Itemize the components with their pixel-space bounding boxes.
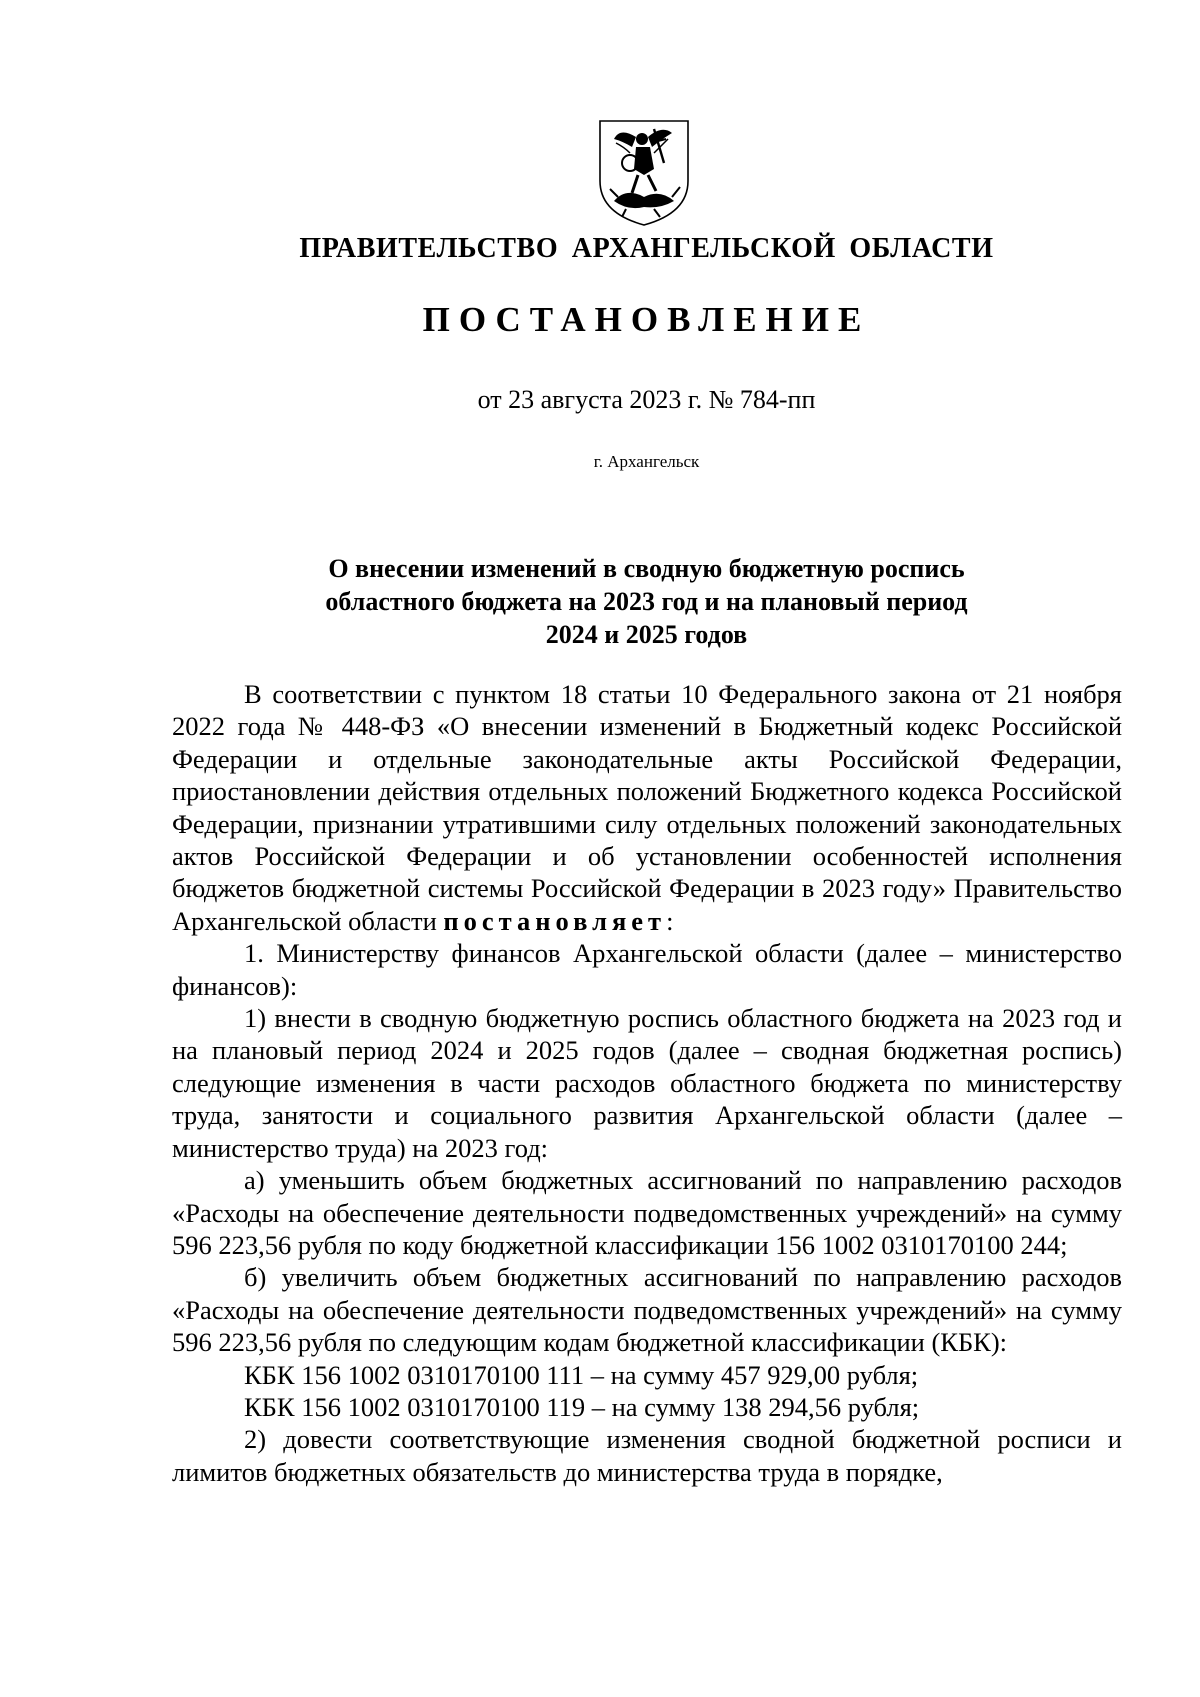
organization-name: ПРАВИТЕЛЬСТВО АРХАНГЕЛЬСКОЙ ОБЛАСТИ [299,233,994,264]
resolution-keyword: постановляет [443,905,667,936]
document-title [0,552,1200,651]
document-type: ПОСТАНОВЛЕНИЕ [422,300,871,339]
document-date-number: от 23 августа 2023 г. № 784-пп [477,385,816,414]
title-line-1: О внесении изменений в сводную бюджетную роспись [328,554,965,583]
preamble-end: : [666,905,674,936]
kbk-line-111: КБК 156 1002 0310170100 111 – на сумму 457 929,00 рубля; [244,1359,919,1390]
clause-1-1-b: б) увеличить объем бюджетных ассигнований по направлению расходов «Расходы на обеспечение деятельности подведомственных учреждений» на сумму 596 223,56 рубля по следующим кодам бюджетной классификации (КБК): [172,1262,1122,1358]
clause-1: 1. Министерству финансов Архангельской области (далее – министерство финансов): [172,938,1122,1001]
clause-1-2: 2) довести соответствующие изменения сводной бюджетной росписи и лимитов бюджетных обязательств до министерства труда в порядке, [172,1424,1122,1487]
preamble-text: В соответствии с пунктом 18 статьи 10 Федерального закона от 21 ноября 2022 года № 448-ФЗ «О внесении изменений в Бюджетный кодекс Российской Федерации и отдельные законодательные акты Российской Федерации, приостановлении действия отдельных положений Бюджетного кодекса Российской Федерации, признании утратившими силу отдельных положений законодательных актов Российской Федерации и об установлении особенностей исполнения бюджетов бюджетной системы Российской Федерации в 2023 году» Правительство Архангельской области [172,679,1122,936]
title-line-3: 2024 и 2025 годов [545,620,748,649]
clause-1-1: 1) внести в сводную бюджетную роспись областного бюджета на 2023 год и на плановый период 2024 и 2025 годов (далее – сводная бюджетная роспись) следующие изменения в части расходов областного бюджета по министерству труда, занятости и социального развития Архангельской области (далее – министерство труда) на 2023 год: [172,1003,1122,1163]
preamble-paragraph [172,678,1122,937]
kbk-line-119: КБК 156 1002 0310170100 119 – на сумму 138 294,56 рубля; [244,1391,920,1422]
clause-1-1-a: а) уменьшить объем бюджетных ассигнований по направлению расходов «Расходы на обеспечение деятельности подведомственных учреждений» на сумму 596 223,56 рубля по коду бюджетной классификации 156 1002 0310170100 244; [172,1165,1122,1260]
document-city: г. Архангельск [593,452,700,471]
coat-of-arms-icon [596,117,692,229]
title-line-2: областного бюджета на 2023 год и на плановый период [325,587,968,616]
document-body [172,678,1122,1488]
